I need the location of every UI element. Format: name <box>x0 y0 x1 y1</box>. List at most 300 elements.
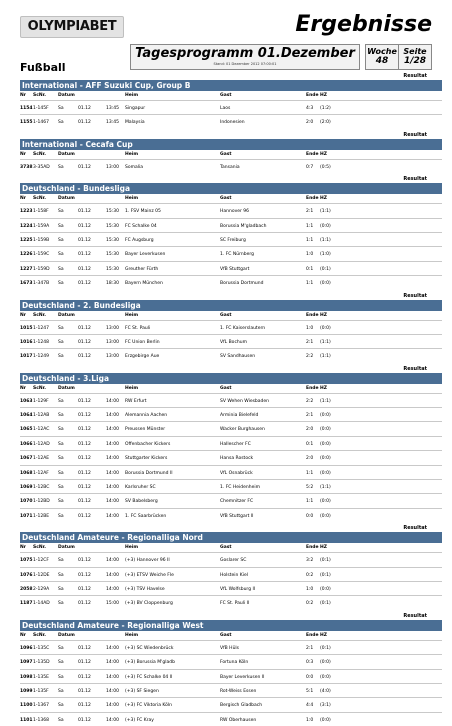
match-gast: 1. FC Kaiserslautern <box>220 325 266 331</box>
result-label: Resultat <box>403 365 427 372</box>
column-header-scnr: ScNr. <box>33 196 46 202</box>
column-header-row <box>20 631 442 640</box>
match-scnr: 1-159A <box>33 223 50 229</box>
match-ende: 1:1 <box>306 499 314 505</box>
match-tag: Sa <box>58 645 64 651</box>
match-dat: 01.12 <box>78 164 91 170</box>
match-nr: 1100 <box>20 703 33 709</box>
match-nr: 1071 <box>20 513 33 519</box>
match-row <box>20 552 442 566</box>
match-dat: 01.12 <box>78 266 91 272</box>
league-section <box>20 70 442 129</box>
column-header-row <box>20 194 442 203</box>
match-tag: Sa <box>58 252 64 258</box>
match-tag: Sa <box>58 601 64 607</box>
match-gast: 1. FC Nürnberg <box>220 252 254 258</box>
match-nr: 2058 <box>20 586 33 592</box>
match-tag: Sa <box>58 325 64 331</box>
page-header <box>20 12 432 66</box>
column-header-ende: Ende <box>306 385 319 391</box>
match-dat: 01.12 <box>78 354 91 360</box>
column-header-hz: HZ <box>320 196 328 202</box>
match-nr: 1225 <box>20 237 33 243</box>
match-hz: (0:1) <box>320 266 331 272</box>
match-hz: (0:0) <box>320 427 331 433</box>
match-dat: 01.12 <box>78 237 91 243</box>
match-ende: 1:0 <box>306 586 314 592</box>
match-scnr: 1-347B <box>33 281 50 287</box>
match-tag: Sa <box>58 413 64 419</box>
match-zeit: 18:30 <box>106 281 119 287</box>
column-header-gast: Gast <box>220 312 232 318</box>
column-header-datum: Datum <box>58 545 75 551</box>
match-heim: (+3) SF Siegen <box>125 688 159 694</box>
match-dat: 01.12 <box>78 703 91 709</box>
match-dat: 01.12 <box>78 398 91 404</box>
result-label: Resultat <box>403 525 427 532</box>
match-dat: 01.12 <box>78 513 91 519</box>
match-heim: (+3) Borussia M'gladb <box>125 660 175 666</box>
match-zeit: 14:00 <box>106 470 119 476</box>
match-gast: Borussia M'gladbach <box>220 223 267 229</box>
match-dat: 01.12 <box>78 281 91 287</box>
column-header-hz: HZ <box>320 385 328 391</box>
column-header-gast: Gast <box>220 93 232 98</box>
column-header-scnr: ScNr. <box>33 151 46 157</box>
match-nr: 1097 <box>20 660 33 666</box>
match-ende: 1:1 <box>306 237 314 243</box>
match-gast: Rot-Weiss Essen <box>220 688 257 694</box>
match-zeit: 14:00 <box>106 441 119 447</box>
column-header-nr: Nr <box>20 632 26 638</box>
match-tag: Sa <box>58 703 64 709</box>
match-zeit: 14:00 <box>106 427 119 433</box>
match-hz: (1:1) <box>320 339 331 345</box>
match-gast: Hansa Rostock <box>220 456 254 462</box>
match-dat: 01.12 <box>78 485 91 491</box>
match-heim: (+3) FC Schalke 04 II <box>125 674 173 680</box>
match-hz: (0:0) <box>320 674 331 680</box>
match-dat: 01.12 <box>78 586 91 592</box>
match-zeit: 14:00 <box>106 688 119 694</box>
week-value: 48 <box>375 56 389 66</box>
match-ende: 5:2 <box>306 485 314 491</box>
match-scnr: 1-12BD <box>33 499 50 505</box>
match-dat: 01.12 <box>78 558 91 564</box>
match-ende: 1:1 <box>306 470 314 476</box>
match-tag: Sa <box>58 470 64 476</box>
column-header-datum: Datum <box>58 312 75 318</box>
match-nr: 1673 <box>20 281 33 287</box>
match-ende: 0:1 <box>306 266 314 272</box>
column-header-row <box>20 543 442 552</box>
column-header-scnr: ScNr. <box>33 385 46 391</box>
match-row <box>20 567 442 581</box>
match-ende: 2:1 <box>306 339 314 345</box>
match-dat: 01.12 <box>78 499 91 505</box>
match-heim: 1. FSV Mainz 05 <box>125 209 161 215</box>
match-row <box>20 348 442 362</box>
match-tag: Sa <box>58 513 64 519</box>
match-hz: (0:1) <box>320 645 331 651</box>
column-header-nr: Nr <box>20 385 26 391</box>
match-scnr: 1-1248 <box>33 339 49 345</box>
match-tag: Sa <box>58 354 64 360</box>
column-header-datum: Datum <box>58 93 75 98</box>
match-row <box>20 203 442 217</box>
match-tag: Sa <box>58 237 64 243</box>
match-row <box>20 246 442 260</box>
match-row <box>20 479 442 493</box>
match-tag: Sa <box>58 223 64 229</box>
match-hz: (0:1) <box>320 558 331 564</box>
match-heim: Stuttgarter Kickers <box>125 456 168 462</box>
match-dat: 01.12 <box>78 470 91 476</box>
match-scnr: 1-145F <box>33 106 49 111</box>
match-heim: Bayer Leverkusen <box>125 252 166 258</box>
match-row <box>20 581 442 595</box>
match-heim: Singapur <box>125 106 146 111</box>
match-scnr: 1-12DE <box>33 572 50 578</box>
league-section <box>20 173 442 289</box>
match-tag: Sa <box>58 717 64 723</box>
match-dat: 01.12 <box>78 106 91 111</box>
match-heim: FC Schalke 04 <box>125 223 157 229</box>
match-gast: Chemnitzer FC <box>220 499 254 505</box>
column-header-ende: Ende <box>306 545 319 551</box>
match-row <box>20 712 442 726</box>
match-dat: 01.12 <box>78 688 91 694</box>
match-gast: Tansania <box>220 164 240 170</box>
match-nr: 1067 <box>20 456 33 462</box>
league-section <box>20 522 442 610</box>
result-label: Resultat <box>403 612 427 619</box>
match-ende: 0:2 <box>306 601 314 607</box>
match-heim: Karlsruher SC <box>125 485 156 491</box>
match-nr: 1099 <box>20 688 33 694</box>
match-gast: VfL Wolfsburg II <box>220 586 256 592</box>
column-header-hz: HZ <box>320 632 328 638</box>
column-header-datum: Datum <box>58 196 75 202</box>
match-zeit: 14:00 <box>106 674 119 680</box>
match-tag: Sa <box>58 558 64 564</box>
match-hz: (0:0) <box>320 499 331 505</box>
match-heim: (+3) FC Viktoria Köln <box>125 703 172 709</box>
olympiabet-logo: OLYMPIABET <box>20 16 124 38</box>
match-tag: Sa <box>58 441 64 447</box>
match-nr: 1223 <box>20 209 33 215</box>
column-header-gast: Gast <box>220 632 232 638</box>
match-gast: 1. FC Heidenheim <box>220 485 261 491</box>
match-hz: (0:0) <box>320 586 331 592</box>
match-hz: (0:0) <box>320 223 331 229</box>
match-nr: 1187 <box>20 601 33 607</box>
match-gast: SV Wehen Wiesbaden <box>220 398 270 404</box>
match-nr: 1101 <box>20 717 33 723</box>
match-row <box>20 465 442 479</box>
league-section <box>20 610 442 726</box>
match-ende: 5:1 <box>306 688 314 694</box>
match-zeit: 14:00 <box>106 513 119 519</box>
match-hz: (1:1) <box>320 354 331 360</box>
match-hz: (0:0) <box>320 413 331 419</box>
match-tag: Sa <box>58 339 64 345</box>
match-tag: Sa <box>58 572 64 578</box>
match-ende: 0:2 <box>306 572 314 578</box>
match-scnr: 3-35AD <box>33 164 50 170</box>
match-ende: 0:1 <box>306 441 314 447</box>
match-row <box>20 640 442 654</box>
match-heim: Preussen Münster <box>125 427 166 433</box>
match-tag: Sa <box>58 266 64 272</box>
column-header-heim: Heim <box>125 385 139 391</box>
match-hz: (1:0) <box>320 252 331 258</box>
match-heim: 1. FC Saarbrücken <box>125 513 167 519</box>
column-header-hz: HZ <box>320 312 328 318</box>
match-zeit: 13:45 <box>106 120 119 126</box>
match-ende: 2:2 <box>306 398 314 404</box>
match-row <box>20 421 442 435</box>
result-label: Resultat <box>403 292 427 299</box>
match-gast: SC Freiburg <box>220 237 246 243</box>
match-hz: (1:1) <box>320 237 331 243</box>
match-tag: Sa <box>58 209 64 215</box>
match-gast: Holstein Kiel <box>220 572 249 578</box>
column-header-nr: Nr <box>20 93 26 98</box>
page-box <box>398 44 432 70</box>
match-heim: Bayern München <box>125 281 163 287</box>
match-gast: Indonesien <box>220 120 245 126</box>
column-header-gast: Gast <box>220 196 232 202</box>
match-nr: 1064 <box>20 413 33 419</box>
match-ende: 4:3 <box>306 106 314 111</box>
match-tag: Sa <box>58 120 64 126</box>
match-tag: Sa <box>58 485 64 491</box>
match-gast: Arminia Bielefeld <box>220 413 259 419</box>
match-scnr: 1-12AD <box>33 441 50 447</box>
match-tag: Sa <box>58 499 64 505</box>
match-zeit: 14:00 <box>106 660 119 666</box>
match-heim: RW Erfurt <box>125 398 147 404</box>
result-label: Resultat <box>403 73 427 79</box>
match-nr: 1063 <box>20 398 33 404</box>
match-scnr: 1-129F <box>33 398 49 404</box>
match-hz: (1:1) <box>320 485 331 491</box>
match-heim: (+3) ETSV Weiche Fle <box>125 572 174 578</box>
result-label: Resultat <box>403 176 427 183</box>
match-heim: (+3) TSV Havelse <box>125 586 165 592</box>
match-gast: Wacker Burghausen <box>220 427 265 433</box>
match-gast: Fortuna Köln <box>220 660 249 666</box>
match-scnr: 1-1247 <box>33 325 49 331</box>
program-title: Tagesprogramm 01.Dezember <box>135 46 355 61</box>
match-scnr: 1-159C <box>33 252 50 258</box>
sport-heading: Fußball <box>20 61 66 74</box>
match-row <box>20 261 442 275</box>
match-zeit: 14:00 <box>106 499 119 505</box>
match-ende: 2:0 <box>306 120 314 126</box>
match-dat: 01.12 <box>78 601 91 607</box>
match-hz: (0:1) <box>320 601 331 607</box>
match-dat: 01.12 <box>78 325 91 331</box>
match-heim: SV Babelsberg <box>125 499 158 505</box>
match-dat: 01.12 <box>78 572 91 578</box>
match-gast: SV Sandhausen <box>220 354 256 360</box>
match-zeit: 14:00 <box>106 717 119 723</box>
match-ende: 1:0 <box>306 717 314 723</box>
column-header-scnr: ScNr. <box>33 312 46 318</box>
match-zeit: 13:00 <box>106 354 119 360</box>
match-ende: 2:1 <box>306 645 314 651</box>
match-heim: (+3) Hannover 96 II <box>125 558 170 564</box>
match-tag: Sa <box>58 106 64 111</box>
match-tag: Sa <box>58 674 64 680</box>
match-row <box>20 508 442 522</box>
match-gast: VfB Hüls <box>220 645 240 651</box>
column-header-datum: Datum <box>58 385 75 391</box>
match-heim: Somalia <box>125 164 144 170</box>
match-scnr: 2-129A <box>33 586 50 592</box>
match-nr: 1076 <box>20 572 33 578</box>
league-title: Deutschland - 2. Bundesliga <box>20 300 442 311</box>
match-tag: Sa <box>58 164 64 170</box>
match-row <box>20 114 442 128</box>
league-section <box>20 290 442 363</box>
column-header-ende: Ende <box>306 151 319 157</box>
column-header-ende: Ende <box>306 312 319 318</box>
column-header-row <box>20 91 442 100</box>
result-label: Resultat <box>403 131 427 138</box>
match-gast: VfL Osnabrück <box>220 470 253 476</box>
match-nr: 1065 <box>20 427 33 433</box>
match-gast: Borussia Dortmund <box>220 281 264 287</box>
column-header-ende: Ende <box>306 196 319 202</box>
match-heim: Alemannia Aachen <box>125 413 168 419</box>
match-gast: Laos <box>220 106 231 111</box>
week-box <box>365 44 399 70</box>
match-heim: (+3) BV Cloppenburg <box>125 601 173 607</box>
match-zeit: 14:00 <box>106 572 119 578</box>
match-scnr: 1-135E <box>33 674 49 680</box>
league-title: Deutschland Amateure - Regionalliga Nord <box>20 532 442 543</box>
match-nr: 1098 <box>20 674 33 680</box>
match-gast: RW Oberhausen <box>220 717 257 723</box>
stand-timestamp: Stand: 01 Dezember 2012 07:00:01 <box>213 62 277 66</box>
column-header-hz: HZ <box>320 545 328 551</box>
column-header-nr: Nr <box>20 312 26 318</box>
match-heim: Malaysia <box>125 120 145 126</box>
match-zeit: 14:00 <box>106 645 119 651</box>
match-zeit: 14:00 <box>106 558 119 564</box>
match-dat: 01.12 <box>78 413 91 419</box>
match-scnr: 1-1367 <box>33 703 49 709</box>
match-nr: 1154 <box>20 106 33 111</box>
match-scnr: 1-158F <box>33 209 49 215</box>
match-hz: (1:1) <box>320 398 331 404</box>
match-nr: 1070 <box>20 499 33 505</box>
week-label: Woche <box>367 47 397 56</box>
match-row <box>20 654 442 668</box>
match-heim: (+3) FC Kray <box>125 717 154 723</box>
match-gast: Goslarer SC <box>220 558 247 564</box>
match-nr: 1227 <box>20 266 33 272</box>
match-dat: 01.12 <box>78 674 91 680</box>
match-gast: FC St. Pauli II <box>220 601 250 607</box>
match-heim: FC St. Pauli <box>125 325 151 331</box>
match-scnr: 1-12BE <box>33 513 50 519</box>
match-heim: Erzgebirge Aue <box>125 354 160 360</box>
match-hz: (0:0) <box>320 513 331 519</box>
match-scnr: 1-135C <box>33 645 50 651</box>
match-ende: 2:0 <box>306 427 314 433</box>
column-header-nr: Nr <box>20 151 26 157</box>
page-title: Ergebnisse <box>295 12 432 37</box>
match-row <box>20 493 442 507</box>
match-scnr: 1-14AD <box>33 601 50 607</box>
match-row <box>20 100 442 114</box>
match-hz: (0:1) <box>320 572 331 578</box>
match-ende: 2:0 <box>306 456 314 462</box>
match-nr: 1066 <box>20 441 33 447</box>
match-zeit: 14:00 <box>106 413 119 419</box>
match-scnr: 1-135F <box>33 688 49 694</box>
column-header-heim: Heim <box>125 632 139 638</box>
column-header-heim: Heim <box>125 93 139 98</box>
match-row <box>20 683 442 697</box>
match-row <box>20 393 442 407</box>
column-header-scnr: ScNr. <box>33 545 46 551</box>
match-tag: Sa <box>58 586 64 592</box>
match-dat: 01.12 <box>78 120 91 126</box>
match-tag: Sa <box>58 398 64 404</box>
match-row <box>20 436 442 450</box>
match-zeit: 14:00 <box>106 703 119 709</box>
match-zeit: 13:00 <box>106 325 119 331</box>
match-gast: VfB Stuttgart II <box>220 513 254 519</box>
match-ende: 0:7 <box>306 164 314 170</box>
match-hz: (3:1) <box>320 703 331 709</box>
column-header-datum: Datum <box>58 151 75 157</box>
page-value: 1/28 <box>403 56 427 66</box>
match-ende: 0:0 <box>306 513 314 519</box>
match-zeit: 15:30 <box>106 223 119 229</box>
match-row <box>20 669 442 683</box>
match-row <box>20 159 442 173</box>
match-nr: 1224 <box>20 223 33 229</box>
match-hz: (0:0) <box>320 717 331 723</box>
match-scnr: 1-12AE <box>33 456 50 462</box>
match-nr: 1069 <box>20 485 33 491</box>
column-header-hz: HZ <box>320 93 328 98</box>
match-row <box>20 450 442 464</box>
match-nr: 1155 <box>20 120 33 126</box>
match-gast: VfL Bochum <box>220 339 248 345</box>
column-header-heim: Heim <box>125 196 139 202</box>
match-row <box>20 275 442 289</box>
match-hz: (0:0) <box>320 470 331 476</box>
match-row <box>20 595 442 609</box>
league-title: International - AFF Suzuki Cup, Group B <box>20 80 442 91</box>
match-zeit: 13:00 <box>106 339 119 345</box>
league-title: Deutschland - Bundesliga <box>20 183 442 194</box>
match-heim: FC Augsburg <box>125 237 154 243</box>
match-ende: 4:4 <box>306 703 314 709</box>
match-dat: 01.12 <box>78 209 91 215</box>
match-ende: 2:2 <box>306 354 314 360</box>
match-zeit: 15:30 <box>106 237 119 243</box>
match-heim: (+3) SC Wiedenbrück <box>125 645 174 651</box>
match-nr: 1068 <box>20 470 33 476</box>
